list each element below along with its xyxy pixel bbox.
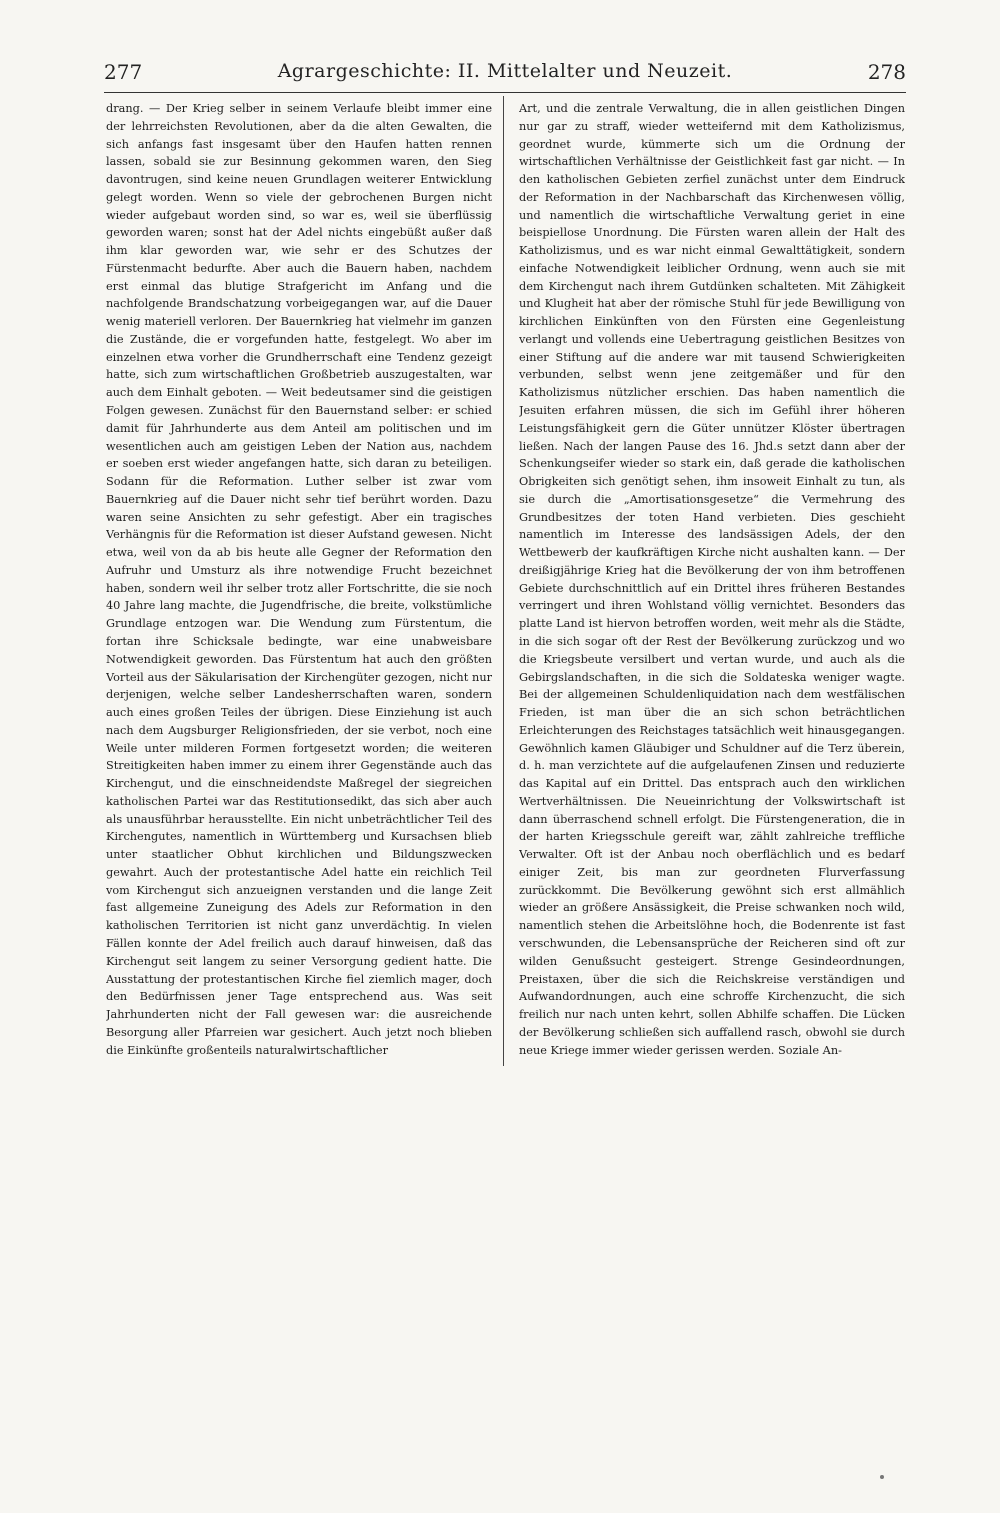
text-column-left (106, 100, 492, 1085)
text-column-right (519, 100, 905, 1085)
running-header (104, 58, 906, 90)
page-number-right: 278 (867, 60, 906, 84)
column-divider (503, 96, 504, 1066)
paragraph-right: Art, und die zentrale Verwaltung, die in allen geistlichen Dingen nur gar zu straff, wieder wetteifernd mit dem Katholizismus, geordnet wurde, kümmerte sich um die Ordnung der wirtschaftlichen Verhältnisse der Geistlichkeit fast gar nicht. — In den katholischen Gebieten zerfiel zunächst unter dem Eindruck der Reformation in der Nachbarschaft das Kirchenwesen völlig, und namentlich die wirtschaftliche Verwaltung geriet in eine beispiellose Unordnung. Die Fürsten waren allein der Halt des Katholizismus, und es war nicht einmal Gewalttätigkeit, sondern einfache Notwendigkeit leiblicher Ordnung, wenn auch sie mit dem Kirchengut nach ihrem Gutdünken schalteten. Mit Zähigkeit und Klugheit hat aber der römische Stuhl für jede Bewilligung von kirchlichen Einkünften von den Fürsten eine Gegenleistung verlangt und vollends eine Uebertragung geistlichen Besitzes von einer Stiftung auf die andere war mit tausend Schwierigkeiten verbunden, selbst wenn jene zeitgemäßer und für den Katholizismus nützlicher erschien. Das haben namentlich die Jesuiten erfahren müssen, die sich im Gefühl ihrer höheren Leistungsfähigkeit gern die Güter unnützer Klöster übertragen ließen. Nach der langen Pause des 16. Jhd.s setzt dann aber der Schenkungseifer wieder so stark ein, daß gerade die katholischen Obrigkeiten sich genötigt sehen, ihm insoweit Einhalt zu tun, als sie durch die „Amortisationsgesetze“ die Vermehrung des Grundbesitzes der toten Hand verbieten. Dies geschieht namentlich im Interesse des landsässigen Adels, der den Wettbewerb der kaufkräftigen Kirche nicht aushalten kann. — Der dreißigjährige Krieg hat die Bevölkerung der von ihm betroffenen Gebiete durchschnittlich auf ein Drittel ihres früheren Bestandes verringert und ihren Wohlstand völlig vernichtet. Besonders das platte Land ist hiervon betroffen worden, weit mehr als die Städte, in die sich sogar oft der Rest der Bevölkerung zurückzog und wo die Kriegsbeute versilbert und vertan wurde, und auch als die Gebirgslandschaften, in die sich die Soldateska weniger wagte. Bei der allgemeinen Schuldenliquidation nach dem westfälischen Frieden, ist man über die an sich schon beträchtlichen Erleichterungen des Reichstages tatsächlich weit hinausgegangen. Gewöhnlich kamen Gläubiger und Schuldner auf die Terz überein, d. h. man verzichtete auf die aufgelaufenen Zinsen und reduzierte das Kapital auf ein Drittel. Das entsprach auch den wirklichen Wertverhältnissen. Die Neueinrichtung der Volkswirtschaft ist dann überraschend schnell erfolgt. Die Fürstengeneration, die in der harten Kriegsschule gereift war, zählt zahlreiche treffliche Verwalter. Oft ist der Anbau noch oberflächlich und es bedarf einiger Zeit, bis man zur geordneten Flurverfassung zurückkommt. Die Bevölkerung gewöhnt sich erst allmählich wieder an größere Ansässigkeit, die Preise schwanken noch wild, namentlich stehen die Arbeitslöhne hoch, die Bodenrente ist fast verschwunden, die Lebensansprüche der Reicheren sind oft zur wilden Genußsucht gesteigert. Strenge Gesindeordnungen, Preistaxen, über die sich die Reichskreise verständigen und Aufwandordnungen, auch eine schroffe Kirchenzucht, die sich freilich nur nach unten kehrt, sollen Abhilfe schaffen. Die Lücken der Bevölkerung schließen sich auffallend rasch, obwohl sie durch neue Kriege immer wieder gerissen werden. Soziale An- (519, 102, 905, 1057)
paragraph-left: drang. — Der Krieg selber in seinem Verlaufe bleibt immer eine der lehrreichsten Revolutionen, aber da die alten Gewalten, die sich anfangs fast insgesamt über den Haufen hatten rennen lassen, sobald sie zur Besinnung gekommen waren, den Sieg davontrugen, sind keine neuen Grundlagen weiterer Entwicklung gelegt worden. Wenn so viele der gebrochenen Burgen nicht wieder aufgebaut worden sind, so war es, weil sie überflüssig geworden waren; sonst hat der Adel nichts eingebüßt außer daß ihm klar geworden war, wie sehr er des Schutzes der Fürstenmacht bedurfte. Aber auch die Bauern haben, nachdem erst einmal das blutige Strafgericht im Anfang und die nachfolgende Brandschatzung vorbeigegangen war, auf die Dauer wenig materiell verloren. Der Bauernkrieg hat vielmehr im ganzen die Zustände, die er vorgefunden hatte, festgelegt. Wo aber im einzelnen etwa vorher die Grundherrschaft eine Tendenz gezeigt hatte, sich zum wirtschaftlichen Großbetrieb auszugestalten, war auch dem Einhalt geboten. — Weit bedeutsamer sind die geistigen Folgen gewesen. Zunächst für den Bauernstand selber: er schied damit für Jahrhunderte aus dem Anteil am politischen und im wesentlichen auch am geistigen Leben der Nation aus, nachdem er soeben erst wieder angefangen hatte, sich daran zu beteiligen. Sodann für die Reformation. Luther selber ist zwar vom Bauernkrieg auf die Dauer nicht sehr tief berührt worden. Dazu waren seine Ansichten zu sehr gefestigt. Aber ein tragisches Verhängnis für die Reformation ist dieser Aufstand gewesen. Nicht etwa, weil von da ab bis heute alle Gegner der Reformation den Aufruhr und Umsturz als ihre notwendige Frucht bezeichnet haben, sondern weil ihr selber trotz aller Fortschritte, die sie noch 40 Jahre lang machte, die Jugendfrische, die breite, volkstümliche Grundlage entzogen war. Die Wendung zum Fürstentum, die fortan ihre Schicksale bedingte, war eine unabweisbare Notwendigkeit geworden. Das Fürstentum hat auch den größten Vorteil aus der Säkularisation der Kirchengüter gezogen, nicht nur derjenigen, welche selber Landesherrschaften waren, sondern auch eines großen Teiles der übrigen. Diese Einziehung ist auch nach dem Augsburger Religionsfrieden, der sie verbot, noch eine Weile unter milderen Formen fortgesetzt worden; die weiteren Streitigkeiten haben immer zu einem ihrer Gegenstände auch das Kirchengut, und die einschneidendste Maßregel der siegreichen katholischen Partei war das Restitutionsedikt, das sich aber auch als unausführbar herausstellte. Ein nicht unbeträchtlicher Teil des Kirchengutes, namentlich in Württemberg und Kursachsen blieb unter staatlicher Obhut kirchlichen und Bildungszwecken gewahrt. Auch der protestantische Adel hatte ein reichlich Teil vom Kirchengut sich anzueignen verstanden und die lange Zeit fast allgemeine Zuneigung des Adels zur Reformation in den katholischen Territorien ist nicht ganz unverdächtig. In vielen Fällen konnte der Adel freilich auch darauf hinweisen, daß das Kirchengut seit langem zu seiner Versorgung gedient hatte. Die Ausstattung der protestantischen Kirche fiel ziemlich mager, doch den Bedürfnissen jener Tage entsprechend aus. Was seit Jahrhunderten nicht der Fall gewesen war: die ausreichende Besorgung aller Pfarreien war gesichert. Auch jetzt noch blieben die Einkünfte großenteils naturalwirtschaftlicher (106, 102, 492, 1057)
page-number-left: 277 (104, 60, 143, 84)
header-rule (104, 92, 906, 93)
paper-speck (880, 1475, 884, 1479)
running-title: Agrargeschichte: II. Mittelalter und Neuzeit. (277, 60, 733, 82)
